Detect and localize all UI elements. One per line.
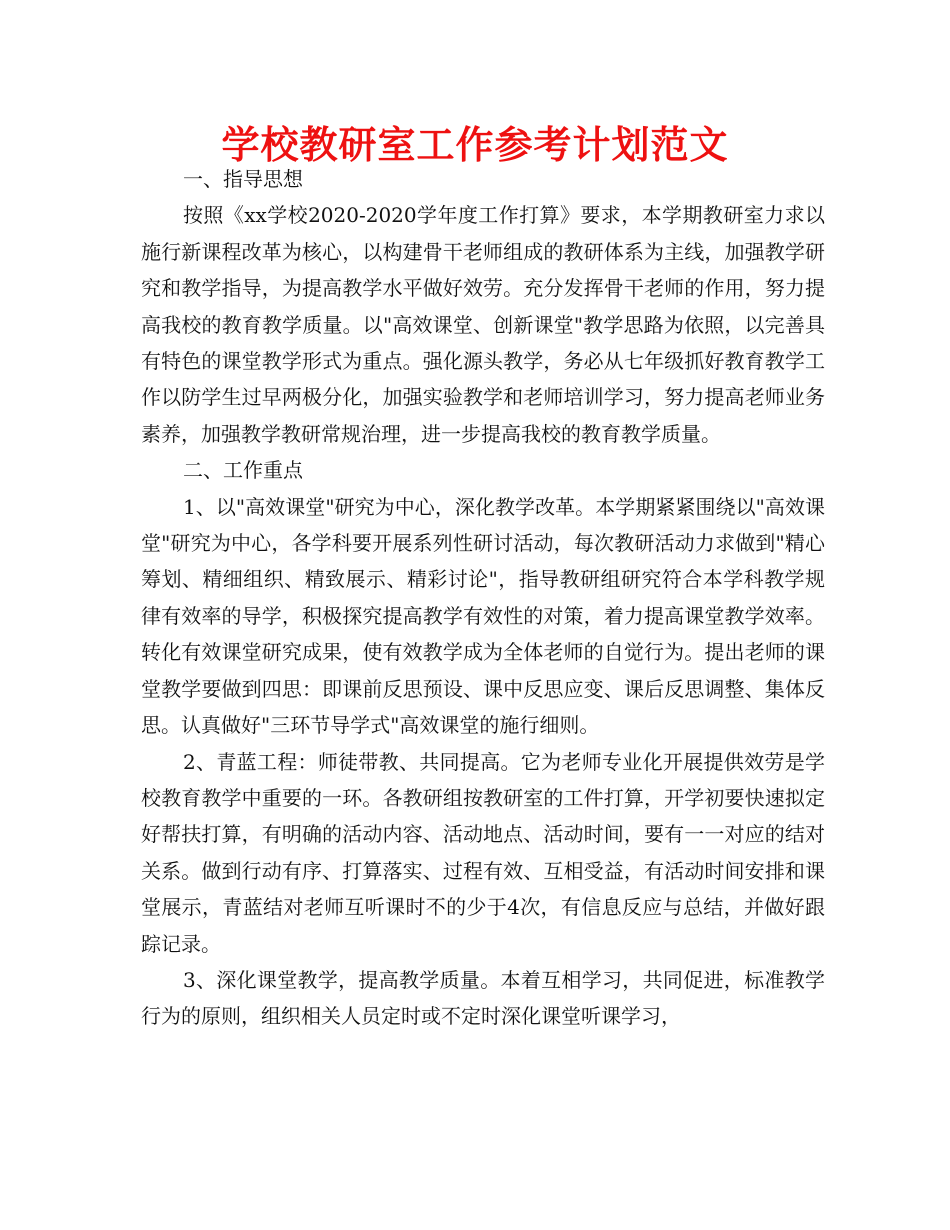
- section-heading-work-focus: 二、工作重点: [183, 458, 303, 483]
- paragraph-classroom-teaching: 3、深化课堂教学，提高教学质量。本着互相学习，共同促进，标准教学行为的原则，组织相关人员定时或不定时深化课堂听课学习，: [141, 967, 825, 1029]
- paragraph-guiding-ideology: 按照《xx学校2020-2020学年度工作打算》要求，本学期教研室力求以施行新课程改革为核心，以构建骨干老师组成的教研体系为主线，加强教学研究和教学指导，为提高教学水平做好效劳。充分发挥骨干老师的作用，努力提高我校的教育教学质量。以"高效课堂、创新课堂"教学思路为依照，以完善具有特色的课堂教学形式为重点。强化源头教学，务必从七年级抓好教育教学工作以防学生过早两极分化，加强实验教学和老师培训学习，努力提高老师业务素养，加强教学教研常规治理，进一步提高我校的教育教学质量。: [141, 203, 825, 446]
- paragraph-efficient-classroom: 1、以"高效课堂"研究为中心，深化教学改革。本学期紧紧围绕以"高效课堂"研究为中心，各学科要开展系列性研讨活动，每次教研活动力求做到"精心筹划、精细组织、精致展示、精彩讨论"，指导教研组研究符合本学科教学规律有效率的导学，积极探究提高教学有效性的对策，着力提高课堂教学效率。转化有效课堂研究成果，使有效教学成为全体老师的自觉行为。提出老师的课堂教学要做到四思：即课前反思预设、课中反思应变、课后反思调整、集体反思。认真做好"三环节导学式"高效课堂的施行细则。: [141, 494, 825, 738]
- section-heading-guiding-ideology: 一、指导思想: [183, 167, 303, 191]
- paragraph-mentoring-project: 2、青蓝工程：师徒带教、共同提高。它为老师专业化开展提供效劳是学校教育教学中重要的一环。各教研组按教研室的工件打算，开学初要快速拟定好帮扶打算，有明确的活动内容、活动地点、活动时间，要有一一对应的结对关系。做到行动有序、打算落实、过程有效、互相受益，有活动时间安排和课堂展示，青蓝结对老师互听课时不的少于4次，有信息反应与总结，并做好跟踪记录。: [141, 749, 825, 956]
- document-body: [141, 161, 825, 1035]
- document-title: 学校教研室工作参考计划范文: [221, 123, 729, 167]
